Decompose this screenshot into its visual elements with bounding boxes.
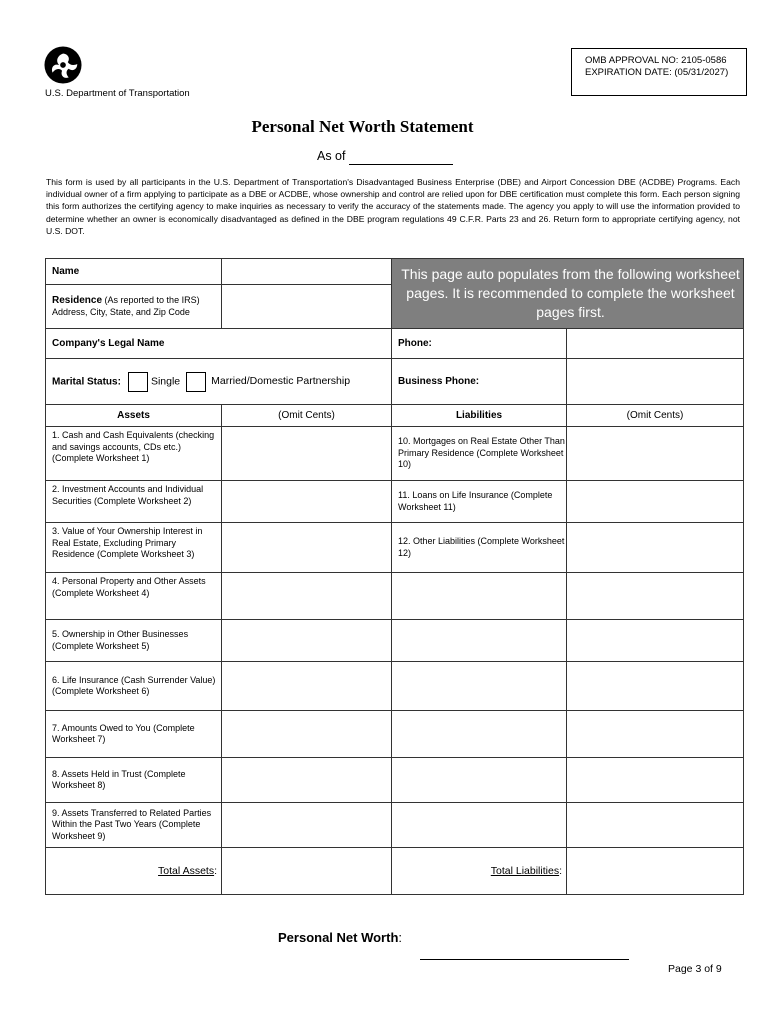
asset-value-field[interactable] bbox=[222, 620, 392, 662]
liability-label: 12. Other Liabilities (Complete Worksheet 12) bbox=[392, 523, 567, 573]
total-assets-label: Total Assets bbox=[158, 865, 215, 877]
business-phone-label: Business Phone: bbox=[392, 359, 567, 405]
name-field[interactable] bbox=[222, 259, 392, 285]
asset-label: 7. Amounts Owed to You (Complete Worksheet 7) bbox=[46, 711, 222, 758]
asset-value-field[interactable] bbox=[222, 427, 392, 481]
asset-label: 6. Life Insurance (Cash Surrender Value) (Complete Worksheet 6) bbox=[46, 662, 222, 711]
residence-label: Residence bbox=[52, 295, 103, 306]
net-worth-label-wrap: Personal Net Worth: bbox=[278, 930, 403, 945]
liability-value-field[interactable] bbox=[567, 523, 744, 573]
asset-label: 3. Value of Your Ownership Interest in Real Estate, Excluding Primary Residence (Complete Worksheet 3) bbox=[46, 523, 222, 573]
name-label: Name bbox=[46, 259, 222, 285]
total-assets-label-cell: Total Assets: bbox=[46, 848, 222, 895]
intro-paragraph: This form is used by all participants in the U.S. Department of Transportation's Disadvantaged Business Enterprise (DBE) and Airport Concession DBE (ACDBE) Programs. Each individual owner of a firm applying to participate as a DBE or ACDBE, whose ownership and control are relied upon for DBE certification must complete this form. Each person signing this form authorizes the certifying agency to make inquiries as necessary to verify the accuracy of the statements made. The agency you apply to will use the information provided to determine whether an owner is economically disadvantaged as defined in the DBE program regulations 49 C.F.R. Parts 23 and 26. Return form to appropriate certifying agency, not U.S. DOT. bbox=[46, 177, 740, 236]
asset-value-field[interactable] bbox=[222, 573, 392, 620]
agency-name: U.S. Department of Transportation bbox=[45, 88, 190, 99]
liability-empty bbox=[392, 711, 567, 758]
phone-field[interactable] bbox=[567, 329, 744, 359]
liabilities-omit-cents: (Omit Cents) bbox=[567, 405, 744, 427]
marital-status-row bbox=[46, 359, 392, 405]
residence-note: (As reported to the IRS) Address, City, State, and Zip Code bbox=[52, 295, 200, 317]
asset-label: 9. Assets Transferred to Related Parties Within the Past Two Years (Complete Worksheet 9) bbox=[46, 803, 222, 848]
liability-empty bbox=[392, 573, 567, 620]
page-number: Page 3 of 9 bbox=[668, 963, 722, 975]
liability-value-field[interactable] bbox=[567, 620, 744, 662]
asset-value-field[interactable] bbox=[222, 711, 392, 758]
asset-label: 2. Investment Accounts and Individual Securities (Complete Worksheet 2) bbox=[46, 481, 222, 523]
asset-value-field[interactable] bbox=[222, 662, 392, 711]
omb-approval-number: OMB APPROVAL NO: 2105-0586 bbox=[585, 55, 727, 66]
expiration-date: EXPIRATION DATE: (05/31/2027) bbox=[585, 67, 729, 78]
liability-label: 11. Loans on Life Insurance (Complete Worksheet 11) bbox=[392, 481, 567, 523]
omb-approval-box bbox=[571, 48, 747, 96]
dot-triskelion-logo bbox=[44, 46, 82, 84]
asset-value-field[interactable] bbox=[222, 758, 392, 803]
asset-label: 1. Cash and Cash Equivalents (checking and savings accounts, CDs etc.) (Complete Worksheet 1) bbox=[46, 427, 222, 481]
autopopulate-notice: This page auto populates from the following worksheet pages. It is recommended to complete the worksheet pages first. bbox=[392, 259, 744, 329]
liability-value-field[interactable] bbox=[567, 662, 744, 711]
total-liabilities-label-cell: Total Liabilities: bbox=[392, 848, 567, 895]
company-legal-name-label: Company's Legal Name bbox=[46, 329, 392, 359]
residence-field[interactable] bbox=[222, 285, 392, 329]
liability-empty bbox=[392, 662, 567, 711]
total-liabilities-label: Total Liabilities bbox=[490, 865, 560, 877]
page-title: Personal Net Worth Statement bbox=[251, 117, 474, 136]
phone-label: Phone: bbox=[392, 329, 567, 359]
residence-label-cell bbox=[46, 285, 222, 329]
net-worth-form bbox=[45, 258, 744, 895]
liability-value-field[interactable] bbox=[567, 803, 744, 848]
married-label: Married/Domestic Partnership bbox=[211, 374, 351, 387]
asset-value-field[interactable] bbox=[222, 523, 392, 573]
asset-value-field[interactable] bbox=[222, 803, 392, 848]
liability-empty bbox=[392, 758, 567, 803]
liability-value-field[interactable] bbox=[567, 427, 744, 481]
asset-value-field[interactable] bbox=[222, 481, 392, 523]
total-liabilities-field[interactable] bbox=[567, 848, 744, 895]
liability-empty bbox=[392, 620, 567, 662]
single-checkbox[interactable] bbox=[128, 372, 148, 392]
liabilities-header: Liabilities bbox=[392, 405, 567, 427]
business-phone-field[interactable] bbox=[567, 359, 744, 405]
asset-label: 5. Ownership in Other Businesses (Complete Worksheet 5) bbox=[46, 620, 222, 662]
assets-header: Assets bbox=[46, 405, 222, 427]
liability-empty bbox=[392, 803, 567, 848]
asset-label: 8. Assets Held in Trust (Complete Worksheet 8) bbox=[46, 758, 222, 803]
total-assets-field[interactable] bbox=[222, 848, 392, 895]
net-worth-field[interactable] bbox=[420, 959, 629, 960]
as-of-date-field[interactable] bbox=[349, 164, 453, 165]
single-label: Single bbox=[150, 374, 181, 387]
assets-omit-cents: (Omit Cents) bbox=[222, 405, 392, 427]
liability-value-field[interactable] bbox=[567, 711, 744, 758]
married-checkbox[interactable] bbox=[186, 372, 206, 392]
as-of-label: As of bbox=[317, 149, 346, 163]
asset-label: 4. Personal Property and Other Assets (Complete Worksheet 4) bbox=[46, 573, 222, 620]
net-worth-label: Personal Net Worth bbox=[278, 930, 399, 945]
liability-value-field[interactable] bbox=[567, 758, 744, 803]
marital-status-label: Marital Status: bbox=[52, 375, 121, 387]
liability-label: 10. Mortgages on Real Estate Other Than Primary Residence (Complete Worksheet 10) bbox=[392, 427, 567, 481]
liability-value-field[interactable] bbox=[567, 481, 744, 523]
liability-value-field[interactable] bbox=[567, 573, 744, 620]
